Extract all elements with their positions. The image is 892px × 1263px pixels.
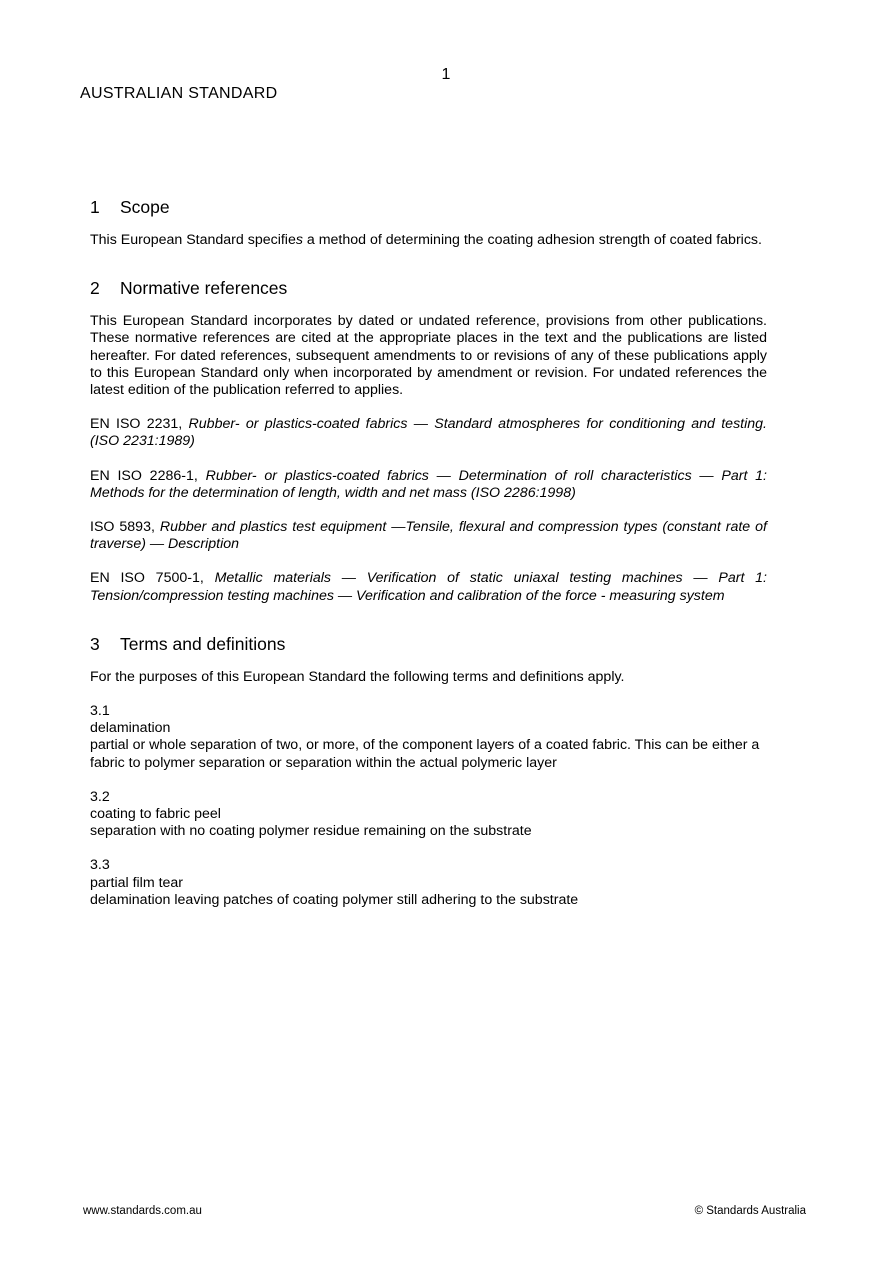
section-heading-terms bbox=[90, 633, 767, 655]
scope-text-italic: s bbox=[295, 232, 303, 248]
section-number: 2 bbox=[90, 278, 100, 299]
term-name: coating to fabric peel bbox=[90, 806, 221, 823]
term-definition: partial or whole separation of two, or more, of the component layers of a coated fabric. This can be either a fabric to polymer separation or separation within the actual polymeric layer bbox=[90, 737, 760, 771]
terms-intro: For the purposes of this European Standard the following terms and definitions apply. bbox=[90, 668, 625, 685]
term-definition: separation with no coating polymer residue remaining on the substrate bbox=[90, 823, 532, 840]
term-id: 3.2 bbox=[90, 788, 110, 805]
document-header-title: AUSTRALIAN STANDARD bbox=[80, 85, 278, 102]
section-title: Normative references bbox=[120, 278, 288, 299]
section-title: Scope bbox=[120, 197, 170, 217]
reference-item bbox=[90, 468, 767, 502]
term-entry bbox=[90, 703, 767, 772]
term-id: 3.3 bbox=[90, 857, 110, 874]
normative-intro: This European Standard incorporates by dated or undated reference, provisions from other publications. These normative references are cited at the appropriate places in the text and the publications are listed hereafter. For dated references, subsequent amendments to or revisions of any of these publications apply to this European Standard only when incorporated by amendment or revision. For undated references the latest edition of the publication referred to applies. bbox=[90, 313, 767, 399]
section-scope bbox=[90, 196, 767, 249]
section-heading-normative bbox=[90, 277, 767, 299]
term-entry bbox=[90, 857, 767, 909]
reference-title: Rubber- or plastics-coated fabrics — Standard atmospheres for conditioning and testing. (ISO 2231:1989) bbox=[90, 416, 767, 450]
section-number: 3 bbox=[90, 633, 100, 654]
footer-copyright: © Standards Australia bbox=[694, 1205, 806, 1217]
reference-item bbox=[90, 416, 767, 450]
reference-title: Rubber- or plastics-coated fabrics — Determination of roll characteristics — Part 1: Methods for the determination of length, width and net mass (ISO 2286:1998) bbox=[90, 467, 767, 501]
reference-code: EN ISO 2231, bbox=[90, 416, 183, 433]
term-definition: delamination leaving patches of coating polymer still adhering to the substrate bbox=[90, 891, 579, 908]
section-title: Terms and definitions bbox=[120, 633, 286, 654]
document-body bbox=[90, 196, 767, 937]
reference-code: EN ISO 7500-1, bbox=[90, 570, 204, 587]
reference-item bbox=[90, 570, 767, 604]
reference-title: Metallic materials — Verification of static uniaxal testing machines — Part 1: Tension/compression testing machines — Verification and calibration of the force - measuring system bbox=[90, 570, 768, 604]
term-name: delamination bbox=[90, 720, 171, 737]
section-heading-scope bbox=[90, 196, 767, 218]
reference-code: EN ISO 2286-1, bbox=[90, 467, 198, 484]
scope-text-after: a method of determining the coating adhesion strength of coated fabrics. bbox=[302, 232, 762, 248]
section-terms-definitions bbox=[90, 633, 767, 909]
section-normative-references bbox=[90, 277, 767, 605]
scope-text-before: This European Standard specifie bbox=[90, 232, 296, 248]
term-name: partial film tear bbox=[90, 874, 184, 891]
reference-code: ISO 5893, bbox=[90, 519, 155, 536]
reference-title: Rubber and plastics test equipment —Tensile, flexural and compression types (constant rate of traverse) — Description bbox=[90, 519, 767, 553]
section-number: 1 bbox=[90, 197, 100, 217]
scope-paragraph bbox=[90, 232, 767, 249]
term-id: 3.1 bbox=[90, 703, 110, 720]
footer-website: www.standards.com.au bbox=[83, 1205, 202, 1217]
page-number: 1 bbox=[441, 66, 451, 83]
reference-item bbox=[90, 519, 767, 553]
term-entry bbox=[90, 789, 767, 841]
